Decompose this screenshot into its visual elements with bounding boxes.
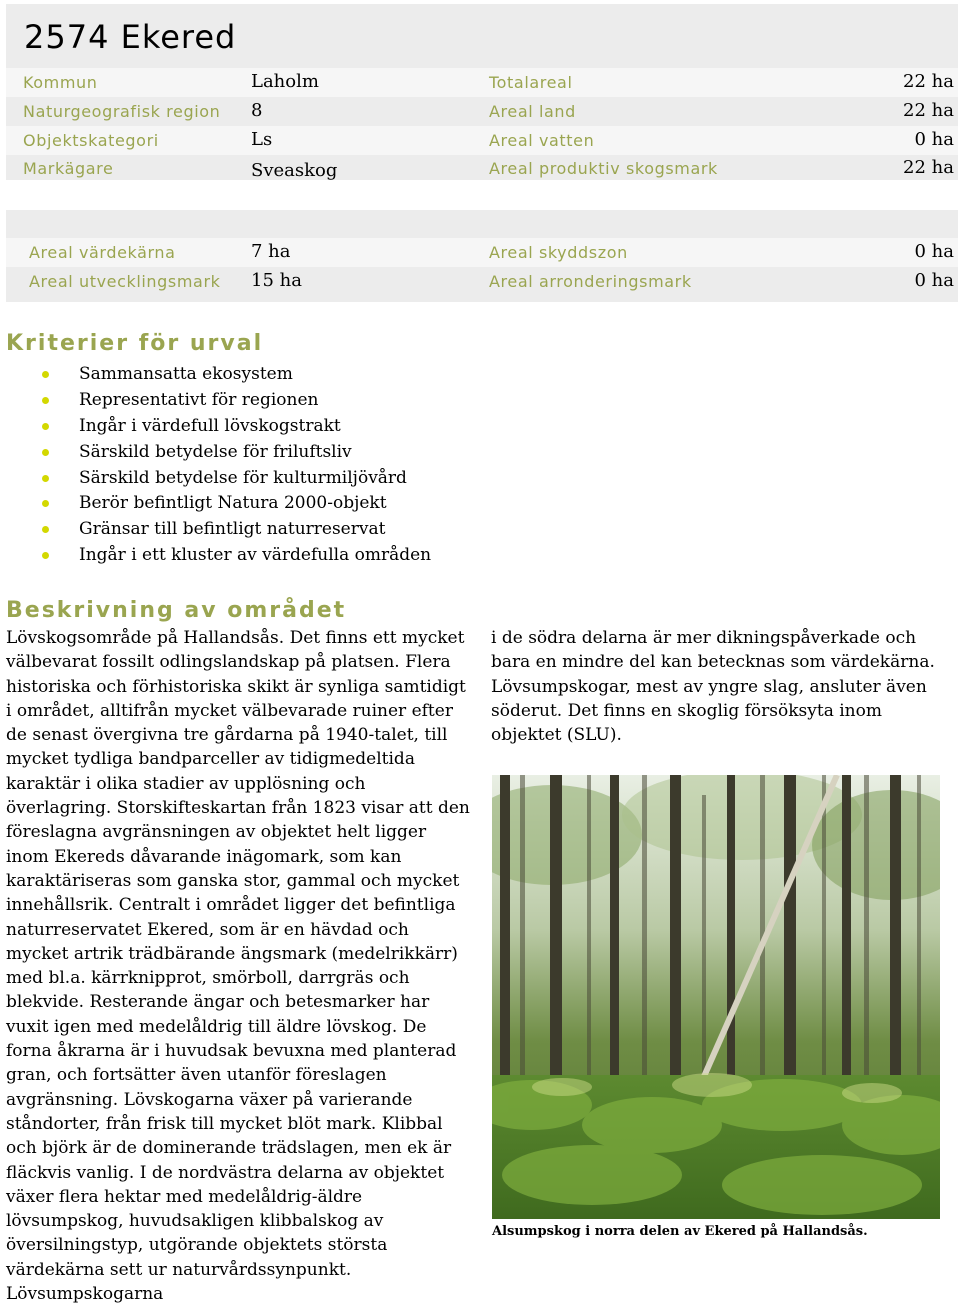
area-row xyxy=(6,267,958,296)
header-panel xyxy=(6,4,958,180)
info-label: Kommun xyxy=(23,73,98,92)
list-item xyxy=(36,440,431,466)
info-label: Objektskategori xyxy=(23,131,159,150)
forest-photo xyxy=(492,775,940,1219)
criterion-text: Representativt för regionen xyxy=(79,389,319,410)
info-label: Naturgeografisk region xyxy=(23,102,221,121)
info-label: Areal vatten xyxy=(489,131,595,150)
list-item xyxy=(36,543,431,569)
info-label: Totalareal xyxy=(489,73,573,92)
info-value: Laholm xyxy=(251,71,319,92)
bullet-icon xyxy=(42,449,49,456)
info-value: 8 xyxy=(251,100,263,121)
bullet-icon xyxy=(42,526,49,533)
info-label: Areal land xyxy=(489,102,576,121)
bullet-icon xyxy=(42,500,49,507)
info-row xyxy=(6,68,958,97)
info-value: Ls xyxy=(251,129,273,150)
description-heading: Beskrivning av området xyxy=(6,598,347,623)
area-value: 0 ha xyxy=(914,241,954,262)
criterion-text: Sammansatta ekosystem xyxy=(79,364,293,384)
area-panel xyxy=(6,210,958,302)
info-value: 0 ha xyxy=(914,129,954,150)
criteria-list xyxy=(36,362,431,569)
criteria-heading: Kriterier för urval xyxy=(6,331,264,356)
area-label: Areal arronderingsmark xyxy=(489,272,692,291)
list-item xyxy=(36,414,431,440)
criterion-text: Gränsar till befintligt naturreservat xyxy=(79,519,386,540)
area-label: Areal skyddszon xyxy=(489,243,628,262)
criterion-text: Ingår i värdefull lövskogstrakt xyxy=(79,415,341,436)
bullet-icon xyxy=(42,475,49,482)
page-title: 2574 Ekered xyxy=(24,18,237,56)
info-value: 22 ha xyxy=(903,100,954,121)
bullet-icon xyxy=(42,371,49,378)
area-row xyxy=(6,238,958,267)
description-left-column: Lövskogsområde på Hallandsås. Det finns ett mycket välbevarat fossilt odlingslandskap på platsen. Flera historiska och förhistoriska skikt är synliga samtidigt i området, alltifrån mycket välbevarade ruiner efter de senast övergivna tre gårdarna på 1940-talet, till mycket tydliga bandparceller av tidigmedeltida karaktär i olika stadier av upplösning och överlagring. Storskifteskartan från 1823 visar att den föreslagna avgränsningen av objektet helt ligger inom Ekereds dåvarande inägomark, som kan karaktäriseras som ganska stor, gammal och mycket innehållsrik. Centralt i området ligger det befintliga naturreservatet Ekered, som är en hävdad och mycket artrik trädbärande ängsmark (medelrikkärr) med bl.a. kärrknipprot, smörboll, darrgräs och blekvide. Resterande ängar och betesmarker har vuxit igen med medelåldrig till äldre lövskog. De forna åkrarna är i huvudsak bevuxna med planterad gran, och fortsätter även utanför föreslagen avgränsning. Lövskogarna växer på varierande ståndorter, från frisk till mycket blöt mark. Klibbal och björk är de dominerande trädslagen, men ek är fläckvis vanlig. I de nordvästra delarna av objektet växer flera hektar med medelåldrig-äldre lövsumpskog, huvudsakligen klibbalskog av översilningstyp, utgörande objektets största värdekärna sett ur naturvårdssynpunkt. Lövsumpskogarna xyxy=(6,628,470,1305)
area-label: Areal värdekärna xyxy=(29,243,176,262)
criterion-text: Ingår i ett kluster av värdefulla områden xyxy=(79,545,432,566)
criterion-text: Särskild betydelse för kulturmiljövård xyxy=(79,467,407,488)
list-item xyxy=(36,466,431,492)
list-item xyxy=(36,388,431,414)
info-row xyxy=(6,154,958,183)
info-label: Markägare xyxy=(23,159,114,178)
bullet-icon xyxy=(42,397,49,404)
info-value: 22 ha xyxy=(903,157,954,178)
area-value: 0 ha xyxy=(914,270,954,291)
info-row xyxy=(6,97,958,126)
area-label: Areal utvecklingsmark xyxy=(29,272,221,291)
area-value: 15 ha xyxy=(251,270,302,291)
criterion-text: Särskild betydelse för friluftsliv xyxy=(79,441,352,462)
list-item xyxy=(36,491,431,517)
area-value: 7 ha xyxy=(251,241,291,262)
photo-caption: Alsumpskog i norra delen av Ekered på Hallandsås. xyxy=(492,1224,868,1239)
description-right-column: i de södra delarna är mer dikningspåverkade och bara en mindre del kan betecknas som värdekärna. Lövsumpskogar, mest av yngre slag, ansluter även söderut. Det finns en skoglig försöksyta inom objektet (SLU). xyxy=(491,628,935,746)
info-label: Areal produktiv skogsmark xyxy=(489,159,718,178)
bullet-icon xyxy=(42,552,49,559)
list-item xyxy=(36,362,431,388)
info-value: Sveaskog xyxy=(251,160,338,181)
list-item xyxy=(36,517,431,543)
bullet-icon xyxy=(42,423,49,430)
criterion-text: Berör befintligt Natura 2000-objekt xyxy=(79,493,387,514)
info-row xyxy=(6,126,958,155)
info-value: 22 ha xyxy=(903,71,954,92)
